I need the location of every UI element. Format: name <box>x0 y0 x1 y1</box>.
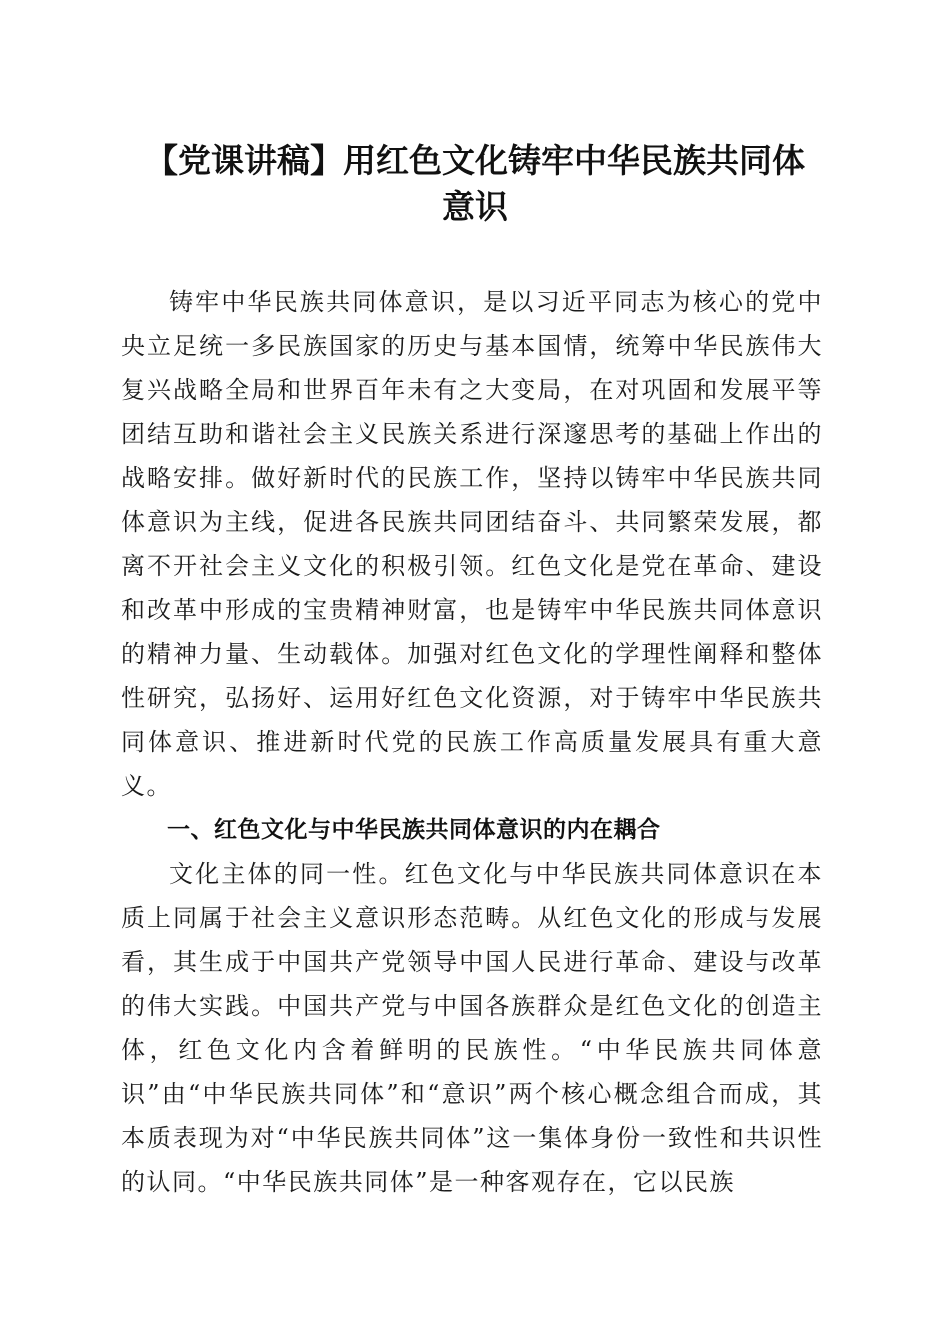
section-heading: 一、红色文化与中华民族共同体意识的内在耦合 <box>167 817 661 843</box>
document-body <box>121 280 823 1204</box>
title-line-1: 【党课讲稿】用红色文化铸牢中华民族共同体 <box>145 141 805 180</box>
document-title <box>110 138 840 230</box>
title-line-2: 意识 <box>442 187 508 226</box>
intro-paragraph: 铸牢中华民族共同体意识，是以习近平同志为核心的党中央立足统一多民族国家的历史与基本国情，统筹中华民族伟大复兴战略全局和世界百年未有之大变局，在对巩固和发展平等团结互助和谐社会主义民族关系进行深邃思考的基础上作出的战略安排。做好新时代的民族工作，坚持以铸牢中华民族共同体意识为主线，促进各民族共同团结奋斗、共同繁荣发展，都离不开社会主义文化的积极引领。红色文化是党在革命、建设和改革中形成的宝贵精神财富，也是铸牢中华民族共同体意识的精神力量、生动载体。加强对红色文化的学理性阐释和整体性研究，弘扬好、运用好红色文化资源，对于铸牢中华民族共同体意识、推进新时代党的民族工作高质量发展具有重大意义。 <box>121 288 823 800</box>
section-paragraph: 文化主体的同一性。红色文化与中华民族共同体意识在本质上同属于社会主义意识形态范畴。从红色文化的形成与发展看，其生成于中国共产党领导中国人民进行革命、建设与改革的伟大实践。中国共产党与中国各族群众是红色文化的创造主体，红色文化内含着鲜明的民族性。“中华民族共同体意识”由“中华民族共同体”和“意识”两个核心概念组合而成，其本质表现为对“中华民族共同体”这一集体身份一致性和共识性的认同。“中华民族共同体”是一种客观存在，它以民族 <box>121 860 823 1196</box>
